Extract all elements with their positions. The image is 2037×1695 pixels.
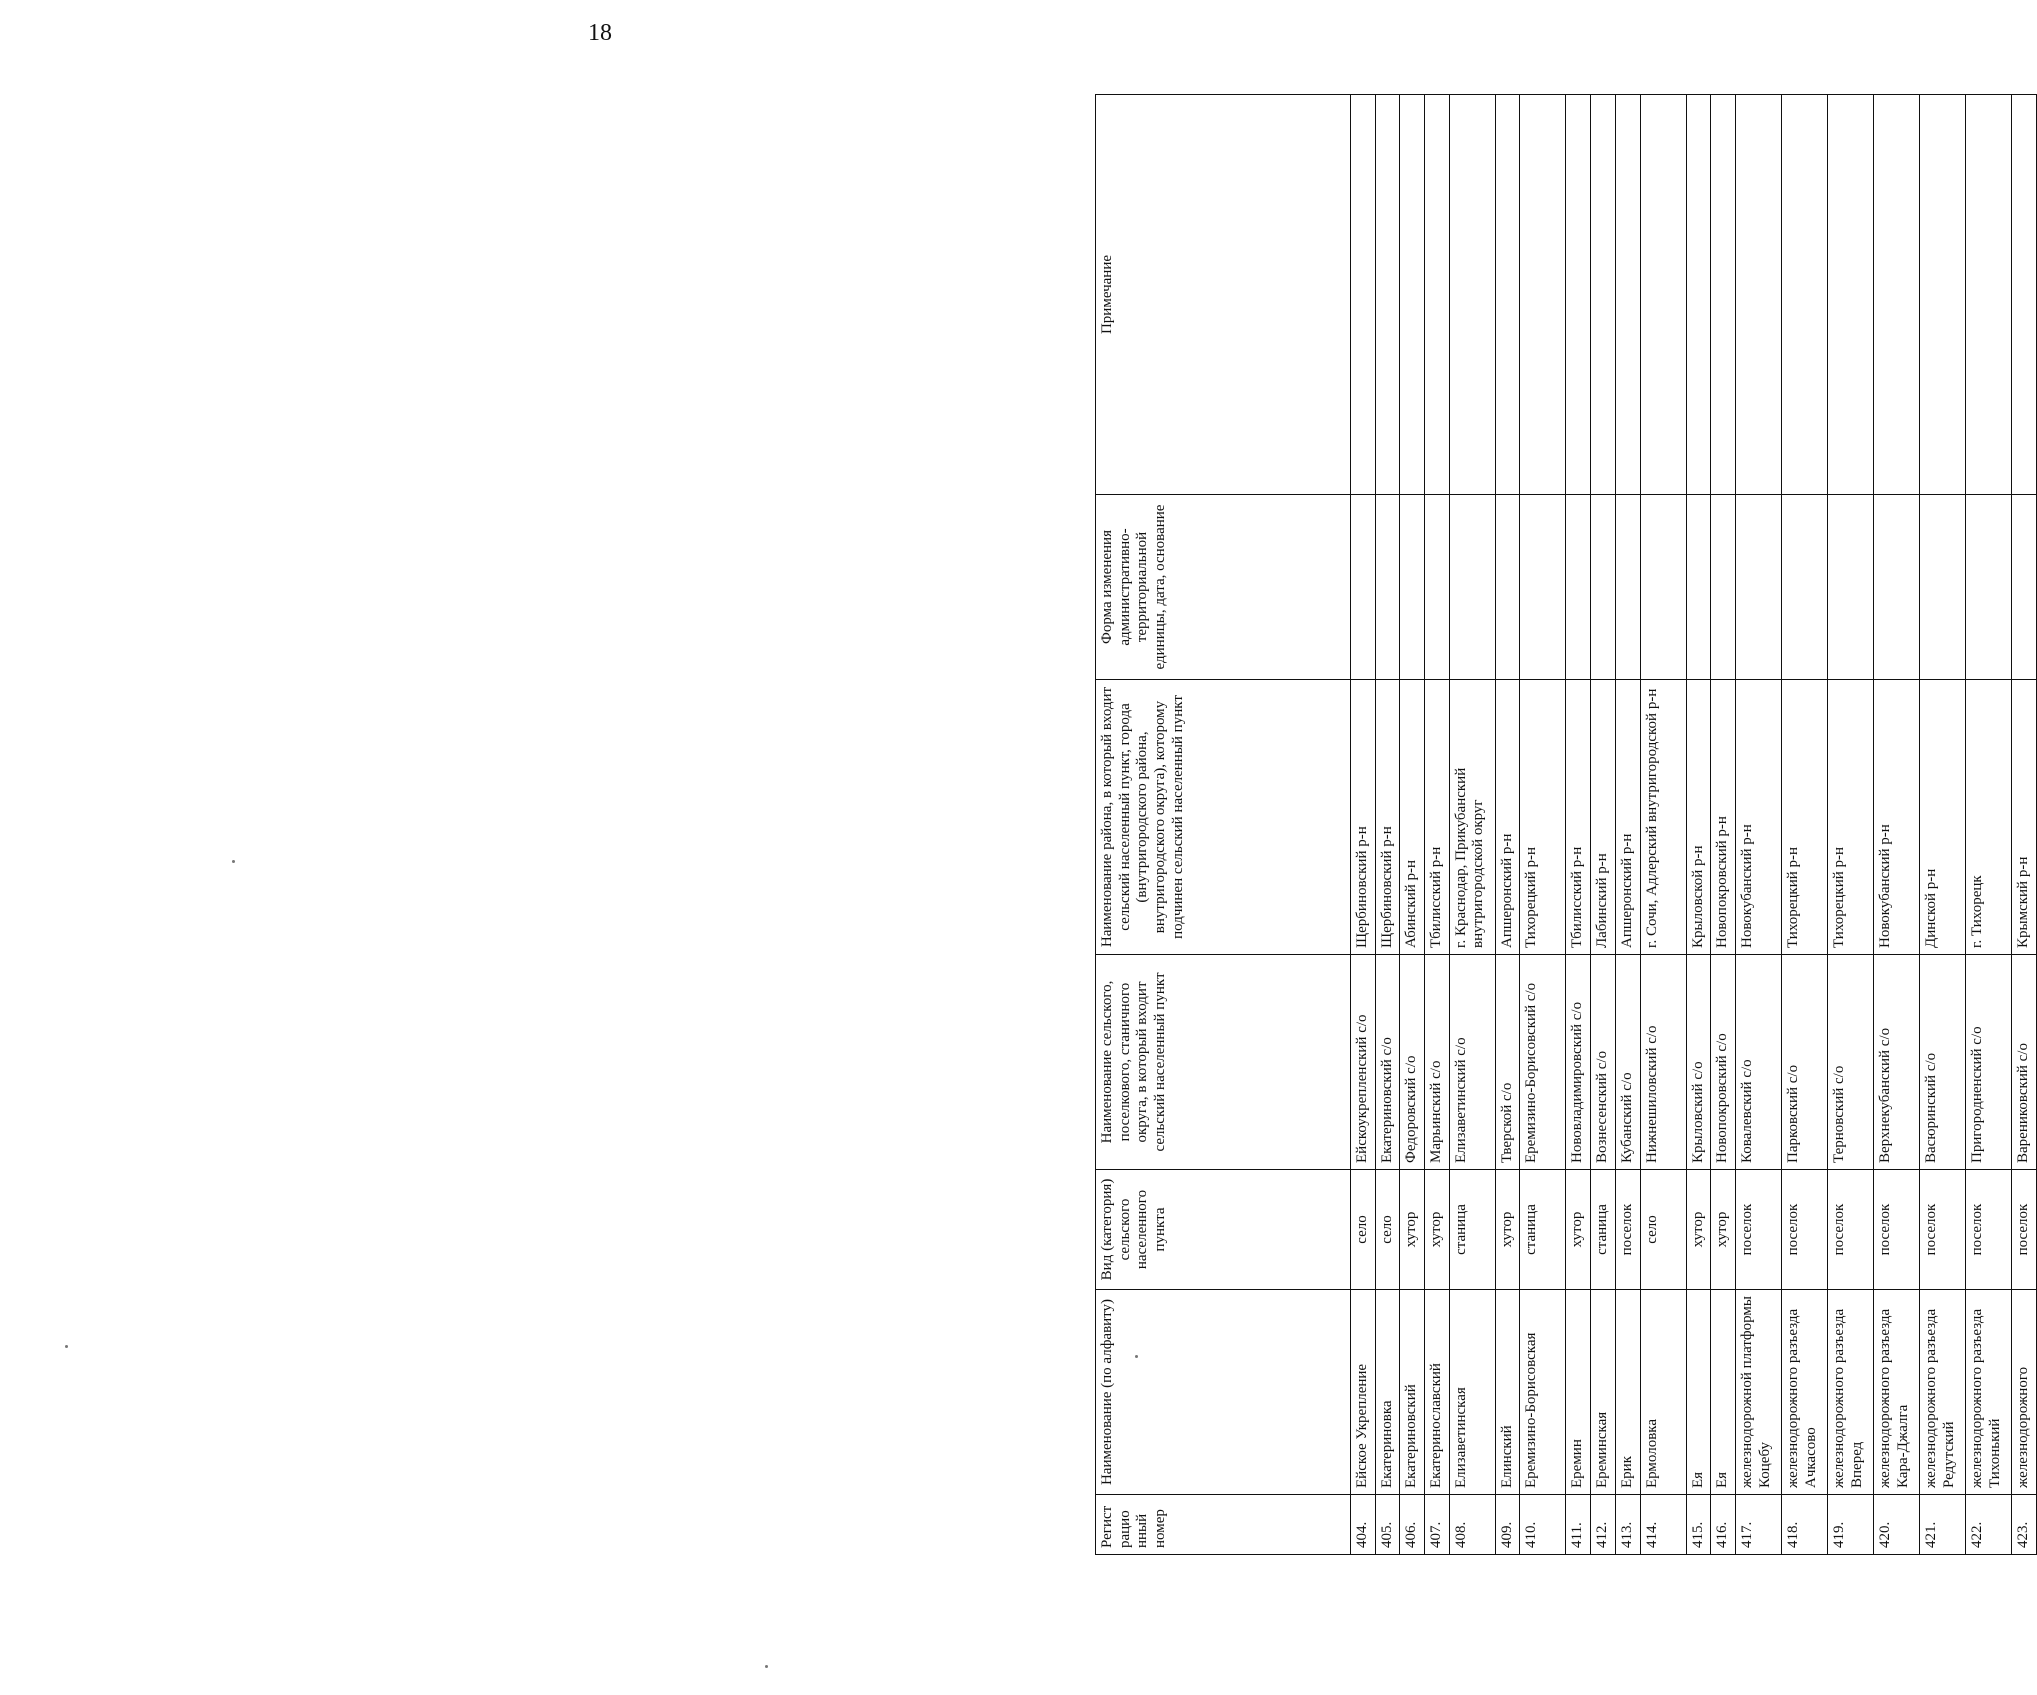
- cell-note: [1640, 95, 1686, 495]
- cell-rural-district: Федоровский с/о: [1400, 955, 1425, 1170]
- table-row: [1873, 95, 1919, 1555]
- cell-note: [1400, 95, 1425, 495]
- cell-kind: село: [1351, 1170, 1376, 1290]
- cell-reg-number: 410.: [1520, 1495, 1566, 1555]
- cell-rural-district: Елизаветинский с/о: [1449, 955, 1495, 1170]
- cell-district: г. Краснодар, Прикубанский внутригородской округ: [1449, 680, 1495, 955]
- cell-district: Тбилисский р-н: [1425, 680, 1450, 955]
- cell-name: Екатеринославский: [1425, 1290, 1450, 1495]
- table-row: [1400, 95, 1425, 1555]
- cell-reg-number: 411.: [1566, 1495, 1591, 1555]
- cell-kind: поселок: [1965, 1170, 2011, 1290]
- cell-name: железнодорожного разъезда Тихонький: [1965, 1290, 2011, 1495]
- cell-change-form: [1735, 495, 1781, 680]
- cell-district: Динской р-н: [1919, 680, 1965, 955]
- cell-change-form: [1375, 495, 1400, 680]
- cell-name: Ермоловка: [1640, 1290, 1686, 1495]
- cell-name: железнодорожного разъезда Ачкасово: [1781, 1290, 1827, 1495]
- cell-kind: поселок: [1615, 1170, 1640, 1290]
- cell-rural-district: Парковский с/о: [1781, 955, 1827, 1170]
- cell-name: Еремизино-Борисовская: [1520, 1290, 1566, 1495]
- cell-note: [1965, 95, 2011, 495]
- cell-kind: поселок: [1735, 1170, 1781, 1290]
- cell-reg-number: 405.: [1375, 1495, 1400, 1555]
- cell-rural-district: Нижнешиловский с/о: [1640, 955, 1686, 1170]
- cell-district: г. Тихорецк: [1965, 680, 2011, 955]
- cell-rural-district: Кубанский с/о: [1615, 955, 1640, 1170]
- cell-district: Крыловской р-н: [1686, 680, 1711, 955]
- cell-reg-number: 413.: [1615, 1495, 1640, 1555]
- cell-change-form: [1520, 495, 1566, 680]
- header-name: Наименование (по алфавиту): [1096, 1290, 1351, 1495]
- cell-change-form: [1965, 495, 2011, 680]
- cell-change-form: [1566, 495, 1591, 680]
- cell-kind: село: [1640, 1170, 1686, 1290]
- cell-reg-number: 406.: [1400, 1495, 1425, 1555]
- cell-rural-district: Пригородненский с/о: [1965, 955, 2011, 1170]
- cell-rural-district: Екатериновский с/о: [1375, 955, 1400, 1170]
- cell-district: Тихорецкий р-н: [1781, 680, 1827, 955]
- cell-kind: поселок: [2011, 1170, 2036, 1290]
- cell-rural-district: Ейскоукрепленский с/о: [1351, 955, 1376, 1170]
- cell-rural-district: Нововладимировский с/о: [1566, 955, 1591, 1170]
- cell-reg-number: 409.: [1495, 1495, 1520, 1555]
- cell-district: Щербиновский р-н: [1351, 680, 1376, 955]
- cell-change-form: [1781, 495, 1827, 680]
- table-row: [1351, 95, 1376, 1555]
- cell-name: Екатериновский: [1400, 1290, 1425, 1495]
- cell-change-form: [1640, 495, 1686, 680]
- cell-reg-number: 414.: [1640, 1495, 1686, 1555]
- cell-note: [1781, 95, 1827, 495]
- cell-change-form: [1615, 495, 1640, 680]
- cell-district: Крымский р-н: [2011, 680, 2036, 955]
- cell-name: железнодорожного разъезда Редутский: [1919, 1290, 1965, 1495]
- cell-district: Апшеронский р-н: [1615, 680, 1640, 955]
- cell-reg-number: 408.: [1449, 1495, 1495, 1555]
- cell-reg-number: 404.: [1351, 1495, 1376, 1555]
- cell-name: железнодорожного разъезда Кара-Джалга: [1873, 1290, 1919, 1495]
- cell-name: Еремин: [1566, 1290, 1591, 1495]
- table-row: [1449, 95, 1495, 1555]
- header-district: Наименование района, в который входит сельский населенный пункт, города (внутригородского района, внутригородского округа), которому подчинен сельский населенный пункт: [1096, 680, 1351, 955]
- table-row: [1827, 95, 1873, 1555]
- table-row: [1965, 95, 2011, 1555]
- cell-kind: хутор: [1686, 1170, 1711, 1290]
- cell-rural-district: Марьинский с/о: [1425, 955, 1450, 1170]
- cell-change-form: [1495, 495, 1520, 680]
- cell-reg-number: 421.: [1919, 1495, 1965, 1555]
- cell-change-form: [1351, 495, 1376, 680]
- cell-kind: поселок: [1919, 1170, 1965, 1290]
- cell-reg-number: 412.: [1591, 1495, 1616, 1555]
- cell-kind: поселок: [1827, 1170, 1873, 1290]
- cell-note: [1615, 95, 1640, 495]
- cell-note: [1566, 95, 1591, 495]
- cell-rural-district: Вознесенский с/о: [1591, 955, 1616, 1170]
- cell-reg-number: 419.: [1827, 1495, 1873, 1555]
- cell-kind: село: [1375, 1170, 1400, 1290]
- cell-district: Тихорецкий р-н: [1520, 680, 1566, 955]
- table-row: [1711, 95, 1736, 1555]
- cell-reg-number: 420.: [1873, 1495, 1919, 1555]
- scan-speck: [1135, 1355, 1138, 1358]
- page-number: 18: [588, 20, 612, 46]
- cell-change-form: [1873, 495, 1919, 680]
- cell-kind: станица: [1591, 1170, 1616, 1290]
- cell-reg-number: 415.: [1686, 1495, 1711, 1555]
- cell-note: [1495, 95, 1520, 495]
- cell-change-form: [1449, 495, 1495, 680]
- cell-reg-number: 416.: [1711, 1495, 1736, 1555]
- cell-district: Новопокровский р-н: [1711, 680, 1736, 955]
- table-header-row: [1096, 95, 1351, 1555]
- table-row: [1735, 95, 1781, 1555]
- cell-change-form: [1591, 495, 1616, 680]
- cell-change-form: [2011, 495, 2036, 680]
- table-row: [1591, 95, 1616, 1555]
- cell-kind: станица: [1449, 1170, 1495, 1290]
- cell-reg-number: 423.: [2011, 1495, 2036, 1555]
- table-row: [1520, 95, 1566, 1555]
- cell-district: Тихорецкий р-н: [1827, 680, 1873, 955]
- cell-district: г. Сочи, Адлерский внутригородской р-н: [1640, 680, 1686, 955]
- cell-reg-number: 422.: [1965, 1495, 2011, 1555]
- cell-note: [1425, 95, 1450, 495]
- cell-note: [1375, 95, 1400, 495]
- cell-note: [1591, 95, 1616, 495]
- cell-kind: хутор: [1400, 1170, 1425, 1290]
- header-change-form: Форма изменения административно-территориальной единицы, дата, основание: [1096, 495, 1351, 680]
- cell-name: железнодорожного: [2011, 1290, 2036, 1495]
- cell-rural-district: Новопокровский с/о: [1711, 955, 1736, 1170]
- cell-kind: хутор: [1425, 1170, 1450, 1290]
- cell-name: Екатериновка: [1375, 1290, 1400, 1495]
- cell-kind: хутор: [1566, 1170, 1591, 1290]
- cell-rural-district: Ковалевский с/о: [1735, 955, 1781, 1170]
- cell-rural-district: Терновский с/о: [1827, 955, 1873, 1170]
- cell-note: [1919, 95, 1965, 495]
- cell-rural-district: Еремизино-Борисовский с/о: [1520, 955, 1566, 1170]
- cell-district: Лабинский р-н: [1591, 680, 1616, 955]
- cell-reg-number: 417.: [1735, 1495, 1781, 1555]
- cell-rural-district: Крыловский с/о: [1686, 955, 1711, 1170]
- cell-rural-district: Васюринский с/о: [1919, 955, 1965, 1170]
- cell-district: Щербиновский р-н: [1375, 680, 1400, 955]
- cell-change-form: [1425, 495, 1450, 680]
- cell-change-form: [1919, 495, 1965, 680]
- cell-district: Новокубанский р-н: [1735, 680, 1781, 955]
- scan-speck: [765, 1665, 768, 1668]
- cell-district: Апшеронский р-н: [1495, 680, 1520, 955]
- table-row: [1919, 95, 1965, 1555]
- table-row: [2011, 95, 2036, 1555]
- header-kind: Вид (категория) сельского населенного пункта: [1096, 1170, 1351, 1290]
- table-body: [1351, 95, 2037, 1555]
- cell-kind: станица: [1520, 1170, 1566, 1290]
- cell-name: Ерик: [1615, 1290, 1640, 1495]
- cell-change-form: [1711, 495, 1736, 680]
- cell-rural-district: Варениковский с/о: [2011, 955, 2036, 1170]
- cell-name: Елизаветинская: [1449, 1290, 1495, 1495]
- cell-rural-district: Тверской с/о: [1495, 955, 1520, 1170]
- cell-change-form: [1686, 495, 1711, 680]
- cell-note: [1686, 95, 1711, 495]
- cell-district: Новокубанский р-н: [1873, 680, 1919, 955]
- cell-kind: поселок: [1781, 1170, 1827, 1290]
- header-reg-number: Регист рацио нный номер: [1096, 1495, 1351, 1555]
- cell-kind: хутор: [1495, 1170, 1520, 1290]
- cell-note: [1735, 95, 1781, 495]
- cell-name: Ейское Укрепление: [1351, 1290, 1376, 1495]
- cell-note: [2011, 95, 2036, 495]
- cell-reg-number: 407.: [1425, 1495, 1450, 1555]
- table-row: [1566, 95, 1591, 1555]
- cell-note: [1711, 95, 1736, 495]
- cell-reg-number: 418.: [1781, 1495, 1827, 1555]
- cell-note: [1449, 95, 1495, 495]
- cell-name: железнодорожного разъезда Вперед: [1827, 1290, 1873, 1495]
- table-row: [1615, 95, 1640, 1555]
- header-rural-district: Наименование сельского, поселкового, станичного округа, в который входит сельский населенный пункт: [1096, 955, 1351, 1170]
- cell-note: [1873, 95, 1919, 495]
- cell-name: Елинский: [1495, 1290, 1520, 1495]
- cell-name: Ея: [1711, 1290, 1736, 1495]
- scan-speck: [232, 860, 235, 863]
- table-row: [1495, 95, 1520, 1555]
- cell-note: [1520, 95, 1566, 495]
- cell-name: Ереминская: [1591, 1290, 1616, 1495]
- cell-note: [1351, 95, 1376, 495]
- settlements-table: [1095, 94, 2037, 1555]
- table-row: [1781, 95, 1827, 1555]
- scan-speck: [65, 1345, 68, 1348]
- cell-change-form: [1827, 495, 1873, 680]
- header-note: Примечание: [1096, 95, 1351, 495]
- table-row: [1640, 95, 1686, 1555]
- table-row: [1686, 95, 1711, 1555]
- table-row: [1425, 95, 1450, 1555]
- cell-rural-district: Верхнекубанский с/о: [1873, 955, 1919, 1170]
- cell-district: Тбилисский р-н: [1566, 680, 1591, 955]
- cell-district: Абинский р-н: [1400, 680, 1425, 955]
- rotated-table-container: [1095, 95, 2031, 1555]
- cell-name: железнодорожной платформы Коцебу: [1735, 1290, 1781, 1495]
- table-row: [1375, 95, 1400, 1555]
- cell-note: [1827, 95, 1873, 495]
- cell-kind: хутор: [1711, 1170, 1736, 1290]
- cell-change-form: [1400, 495, 1425, 680]
- cell-name: Ея: [1686, 1290, 1711, 1495]
- cell-kind: поселок: [1873, 1170, 1919, 1290]
